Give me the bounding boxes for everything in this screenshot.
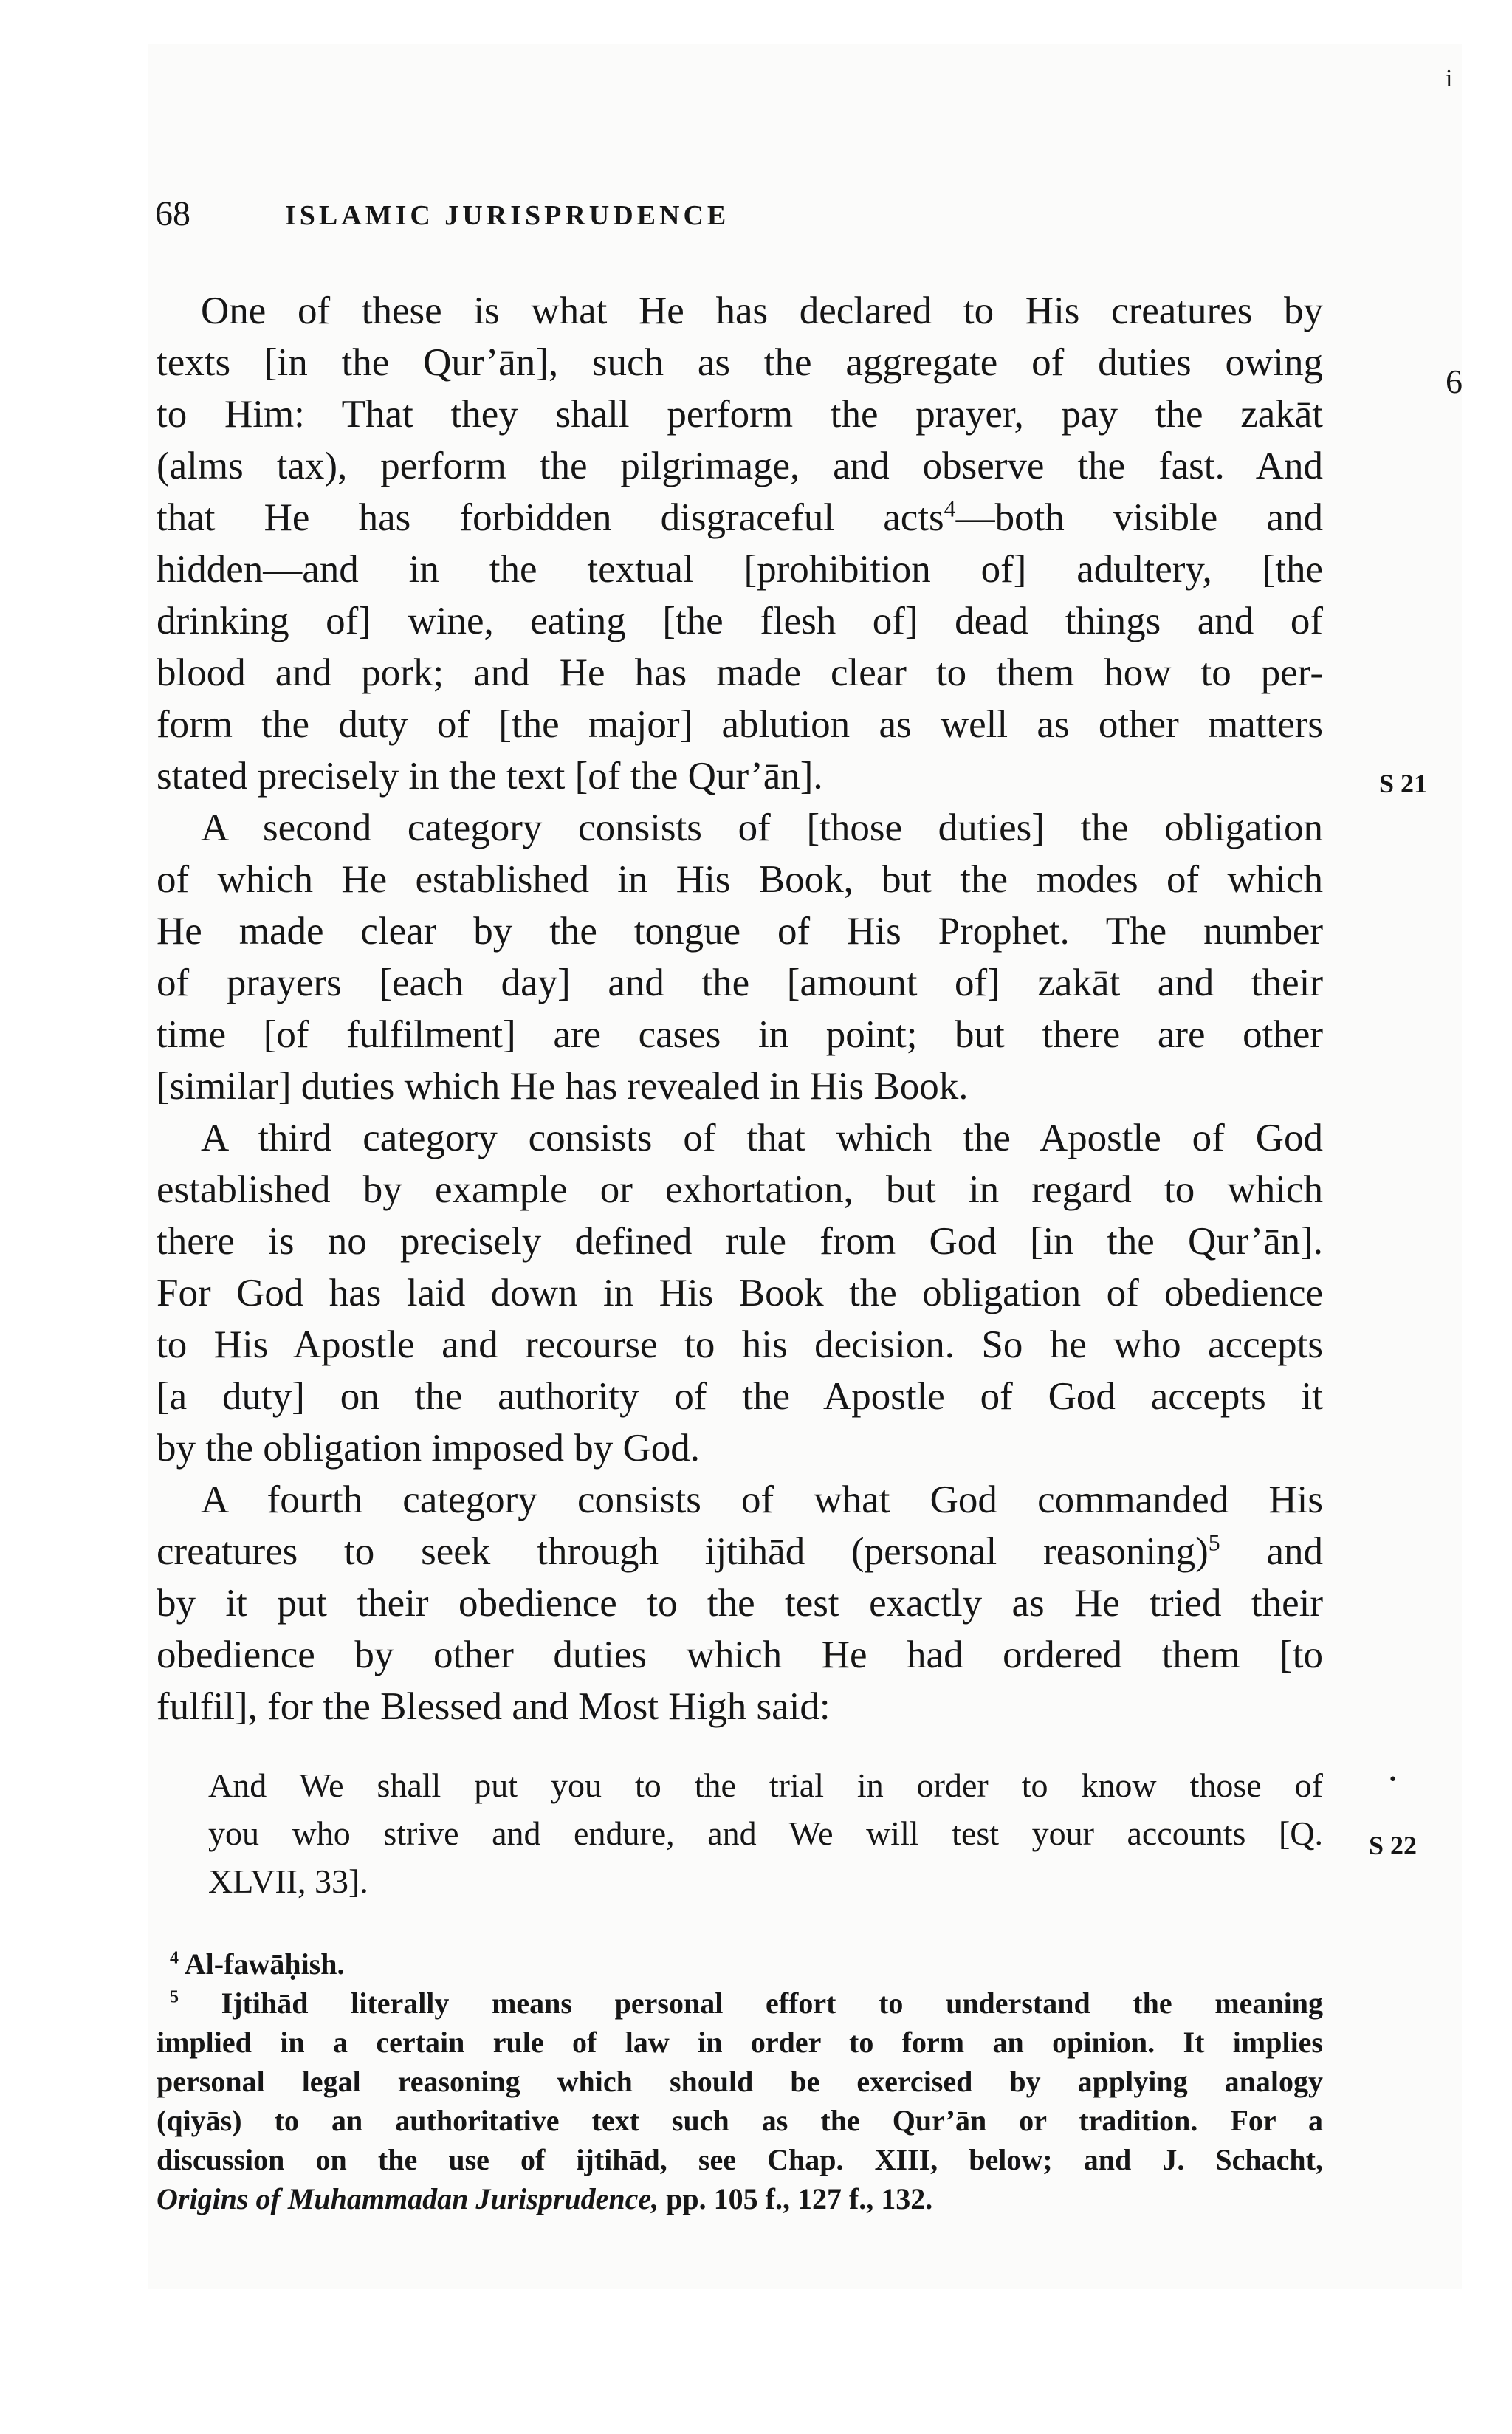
paragraph-4-line-2 <box>157 1529 1323 1573</box>
paragraph-1-line-10: stated precisely in the text [of the Qur’ān]. <box>157 755 823 798</box>
quote-line-2: you who strive and endure, and We will test your accounts [Q. <box>208 1814 1323 1852</box>
footnote-4 <box>157 1947 1323 1981</box>
margin-note-dot: · <box>1388 1762 1398 1795</box>
paragraph-2-line-4: of prayers [each day] and the [amount of] zakāt and their <box>157 961 1323 1004</box>
margin-note-6: 6 <box>1446 363 1463 400</box>
paragraph-1-line-6: hidden—and in the textual [prohibition of] adultery, [the <box>157 548 1323 591</box>
paragraph-1-line-5 <box>157 498 1323 538</box>
margin-note-s21: S 21 <box>1379 769 1428 798</box>
paragraph-2-line-2: of which He established in His Book, but the modes of which <box>157 858 1323 901</box>
paragraph-3-line-7: by the obligation imposed by God. <box>157 1427 701 1470</box>
paragraph-1-line-1: One of these is what He has declared to His creatures by <box>201 289 1323 332</box>
footnote-ref-5: 5 <box>1208 1529 1220 1556</box>
line-5-tail: —both visible and <box>955 496 1323 539</box>
footnote-ref-4: 4 <box>944 496 956 522</box>
paragraph-3-line-3: there is no precisely defined rule from God [in the Qur’ān]. <box>157 1220 1323 1263</box>
paragraph-2-line-6: [similar] duties which He has revealed in His Book. <box>157 1065 969 1108</box>
line-2-head: creatures to seek through ijtihād (personal reasoning) <box>157 1530 1209 1573</box>
margin-note-s22: S 22 <box>1369 1831 1418 1860</box>
footnote-5-line-6 <box>157 2184 1323 2214</box>
paragraph-1-line-3: to Him: That they shall perform the prayer, pay the zakāt <box>157 393 1323 436</box>
footnote-5-mark: 5 <box>170 1987 179 2007</box>
paragraph-3-line-2: established by example or exhortation, but in regard to which <box>157 1168 1323 1211</box>
corner-mark: i <box>1446 65 1453 92</box>
paragraph-1-line-9: form the duty of [the major] ablution as well as other matters <box>157 703 1323 746</box>
paragraph-2-line-5: time [of fulfilment] are cases in point; but there are other <box>157 1013 1323 1056</box>
footnote-5-line-3: personal legal reasoning which should be exercised by applying analogy <box>157 2065 1323 2098</box>
footnote-5-line-5: discussion on the use of ijtihād, see Chap. XIII, below; and J. Schacht, <box>157 2143 1323 2176</box>
footnote-5-line-1 <box>157 1986 1324 2020</box>
citation-pages: pp. 105 f., 127 f., 132. <box>659 2182 933 2215</box>
paragraph-4-line-1: A fourth category consists of what God commanded His <box>201 1478 1323 1521</box>
paragraph-3-line-1: A third category consists of that which the Apostle of God <box>201 1117 1323 1159</box>
paragraph-2-line-3: He made clear by the tongue of His Prophet. The number <box>157 910 1323 953</box>
citation-title: Origins of Muhammadan Jurisprudence, <box>157 2182 659 2215</box>
footnote-5-line-1-text: Ijtihād literally means personal effort to understand the meaning <box>221 1986 1324 2020</box>
footnote-4-mark: 4 <box>170 1948 179 1968</box>
paragraph-3-line-5: to His Apostle and recourse to his decision. So he who accepts <box>157 1323 1323 1366</box>
quote-line-3: XLVII, 33]. <box>208 1862 368 1900</box>
paragraph-2-line-1: A second category consists of [those duties] the obligation <box>201 806 1323 849</box>
paragraph-4-line-5: fulfil], for the Blessed and Most High said: <box>157 1685 831 1728</box>
paragraph-3-line-6: [a duty] on the authority of the Apostle of God accepts it <box>157 1375 1323 1418</box>
paragraph-1-line-4: (alms tax), perform the pilgrimage, and observe the fast. And <box>157 445 1323 487</box>
footnote-4-text: Al-fawāḥish. <box>184 1947 345 1981</box>
quote-line-1: And We shall put you to the trial in order to know those of <box>208 1766 1323 1804</box>
line-2-tail: and <box>1220 1530 1323 1573</box>
paragraph-1-line-7: drinking of] wine, eating [the flesh of] dead things and of <box>157 600 1323 642</box>
paragraph-4-line-4: obedience by other duties which He had ordered them [to <box>157 1633 1323 1676</box>
footnote-5-line-2: implied in a certain rule of law in order to form an opinion. It implies <box>157 2026 1323 2059</box>
footnote-5-line-4: (qiyās) to an authoritative text such as the Qur’ān or tradition. For a <box>157 2104 1323 2137</box>
running-head: ISLAMIC JURISPRUDENCE <box>285 200 730 231</box>
paragraph-1-line-2: texts [in the Qur’ān], such as the aggregate of duties owing <box>157 341 1323 384</box>
line-5-head: that He has forbidden disgraceful acts <box>157 496 944 539</box>
page-number: 68 <box>155 194 190 233</box>
paragraph-1-line-8: blood and pork; and He has made clear to them how to per- <box>157 651 1323 694</box>
paragraph-3-line-4: For God has laid down in His Book the obligation of obedience <box>157 1272 1323 1314</box>
paragraph-4-line-3: by it put their obedience to the test exactly as He tried their <box>157 1582 1323 1625</box>
